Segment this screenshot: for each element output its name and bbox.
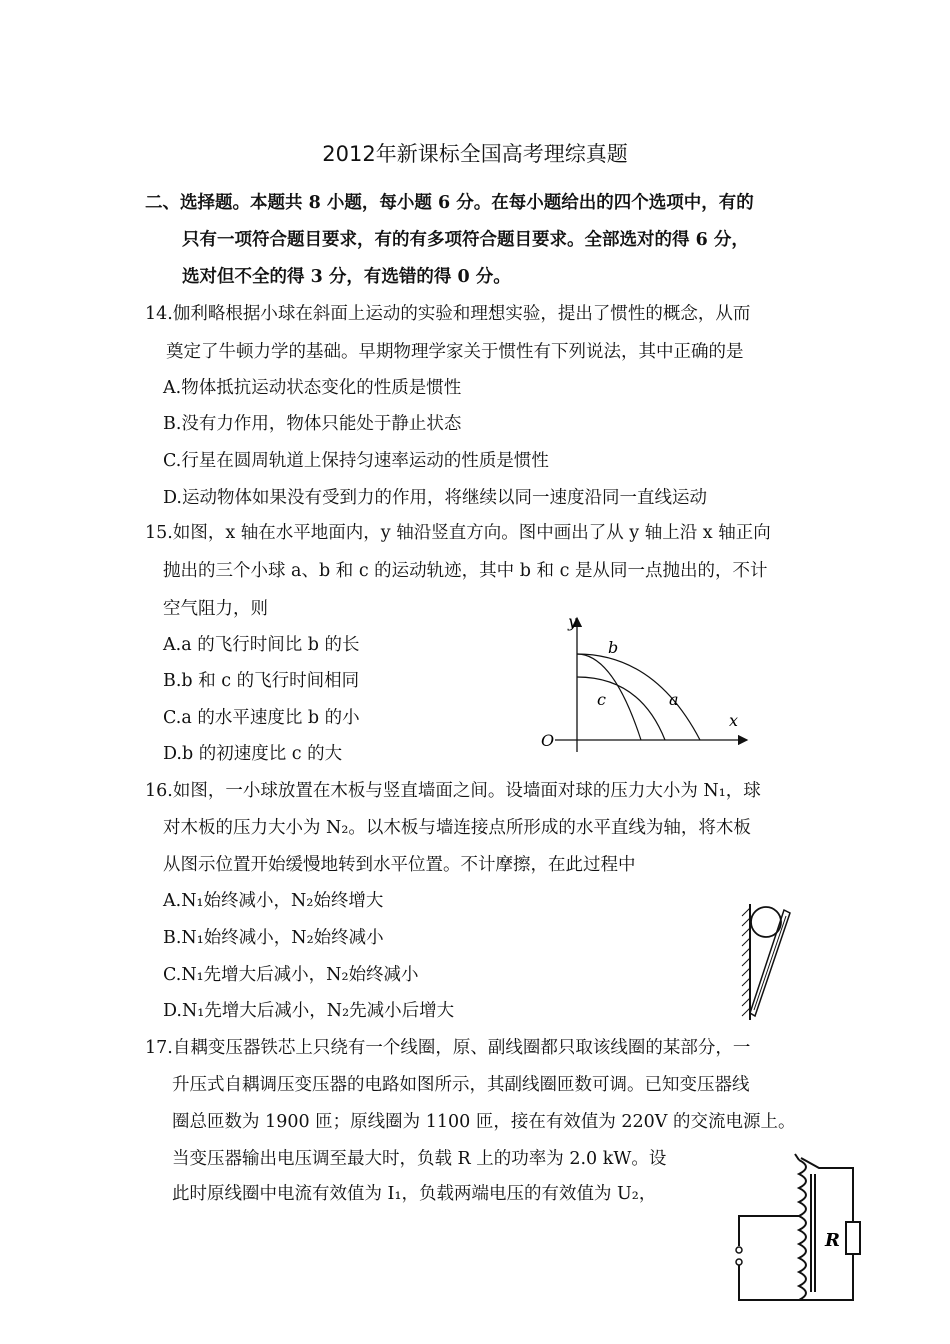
q15-trajectory-figure: [535, 610, 755, 760]
q14-option-b: B.没有力作用，物体只能处于静止状态: [163, 414, 462, 434]
origin-label: O: [541, 731, 555, 750]
q14-option-a: A.物体抵抗运动状态变化的性质是惯性: [163, 378, 462, 398]
section-header-line-2: 只有一项符合题目要求，有的有多项符合题目要求。全部选对的得 6 分，: [182, 230, 749, 250]
q15-stem-line-1: 15.如图，x 轴在水平地面内，y 轴沿竖直方向。图中画出了从 y 轴上沿 x 轴正向: [145, 523, 771, 543]
q16-stem-line-3: 从图示位置开始缓慢地转到水平位置。不计摩擦，在此过程中: [163, 855, 636, 875]
q16-option-d: D.N₁先增大后减小，N₂先减小后增大: [163, 1001, 455, 1021]
q15-option-a: A.a 的飞行时间比 b 的长: [163, 635, 360, 655]
q15-stem-line-3: 空气阻力，则: [163, 599, 268, 619]
q16-wall-board-figure: [738, 900, 808, 1025]
input-lower-wire: [739, 1265, 799, 1300]
q17-stem-line-3: 圈总匝数为 1900 匝；原线圈为 1100 匝，接在有效值为 220V 的交流电源上。: [172, 1112, 796, 1132]
q14-stem-line-1: 14.伽利略根据小球在斜面上运动的实验和理想实验，提出了惯性的概念，从而: [145, 304, 751, 324]
trajectory-a: [577, 654, 700, 740]
q17-stem-line-2: 升压式自耦调压变压器的电路如图所示，其副线圈匝数可调。已知变压器线: [172, 1075, 750, 1095]
x-axis-label: x: [729, 711, 739, 730]
q16-stem-line-1: 16.如图，一小球放置在木板与竖直墙面之间。设墙面对球的压力大小为 N₁，球: [145, 781, 761, 801]
q16-stem-line-2: 对木板的压力大小为 N₂。以木板与墙连接点所形成的水平直线为轴，将木板: [163, 818, 751, 838]
output-upper-wire: [801, 1158, 853, 1222]
q14-option-d: D.运动物体如果没有受到力的作用，将继续以同一速度沿同一直线运动: [163, 488, 707, 508]
section-header-line-1: 二、选择题。本题共 8 小题，每小题 6 分。在每小题给出的四个选项中，有的: [145, 193, 754, 213]
board-inner-line: [754, 916, 786, 1010]
q15-option-b: B.b 和 c 的飞行时间相同: [163, 671, 360, 691]
trajectory-c: [577, 677, 665, 740]
curve-a-label: a: [669, 690, 679, 709]
q17-stem-line-1: 17.自耦变压器铁芯上只绕有一个线圈，原、副线圈都只取该线圈的某部分，一: [145, 1038, 751, 1058]
input-terminal-top: [736, 1247, 742, 1253]
q16-option-a: A.N₁始终减小，N₂始终增大: [163, 891, 384, 911]
resistor-label: R: [825, 1230, 840, 1251]
q16-option-c: C.N₁先增大后减小，N₂始终减小: [163, 965, 419, 985]
q17-autotransformer-figure: [725, 1150, 865, 1310]
q15-option-c: C.a 的水平速度比 b 的小: [163, 708, 360, 728]
wall-hatching: [742, 908, 750, 1016]
transformer-coil: [799, 1160, 806, 1300]
section-header-line-3: 选对但不全的得 3 分，有选错的得 0 分。: [182, 267, 511, 287]
coil-top-lead: [795, 1154, 799, 1160]
y-axis-label: y: [568, 612, 578, 631]
curve-c-label: c: [597, 690, 606, 709]
resistor-r: [846, 1222, 860, 1254]
curve-b-label: b: [608, 638, 619, 657]
q15-option-d: D.b 的初速度比 c 的大: [163, 744, 343, 764]
q14-option-c: C.行星在圆周轨道上保持匀速率运动的性质是惯性: [163, 451, 549, 471]
output-lower-wire: [799, 1254, 853, 1300]
q17-stem-line-5: 此时原线圈中电流有效值为 I₁，负载两端电压的有效值为 U₂，: [172, 1184, 657, 1204]
input-terminal-bottom: [736, 1259, 742, 1265]
q17-stem-line-4: 当变压器输出电压调至最大时，负载 R 上的功率为 2.0 kW。设: [172, 1149, 667, 1169]
input-upper-wire: [739, 1216, 799, 1246]
page-title: 2012年新课标全国高考理综真题: [322, 142, 628, 166]
q16-option-b: B.N₁始终减小，N₂始终减小: [163, 928, 384, 948]
q15-stem-line-2: 抛出的三个小球 a、b 和 c 的运动轨迹，其中 b 和 c 是从同一点抛出的，不计: [163, 561, 768, 581]
q14-stem-line-2: 奠定了牛顿力学的基础。早期物理学家关于惯性有下列说法，其中正确的是: [166, 342, 744, 362]
